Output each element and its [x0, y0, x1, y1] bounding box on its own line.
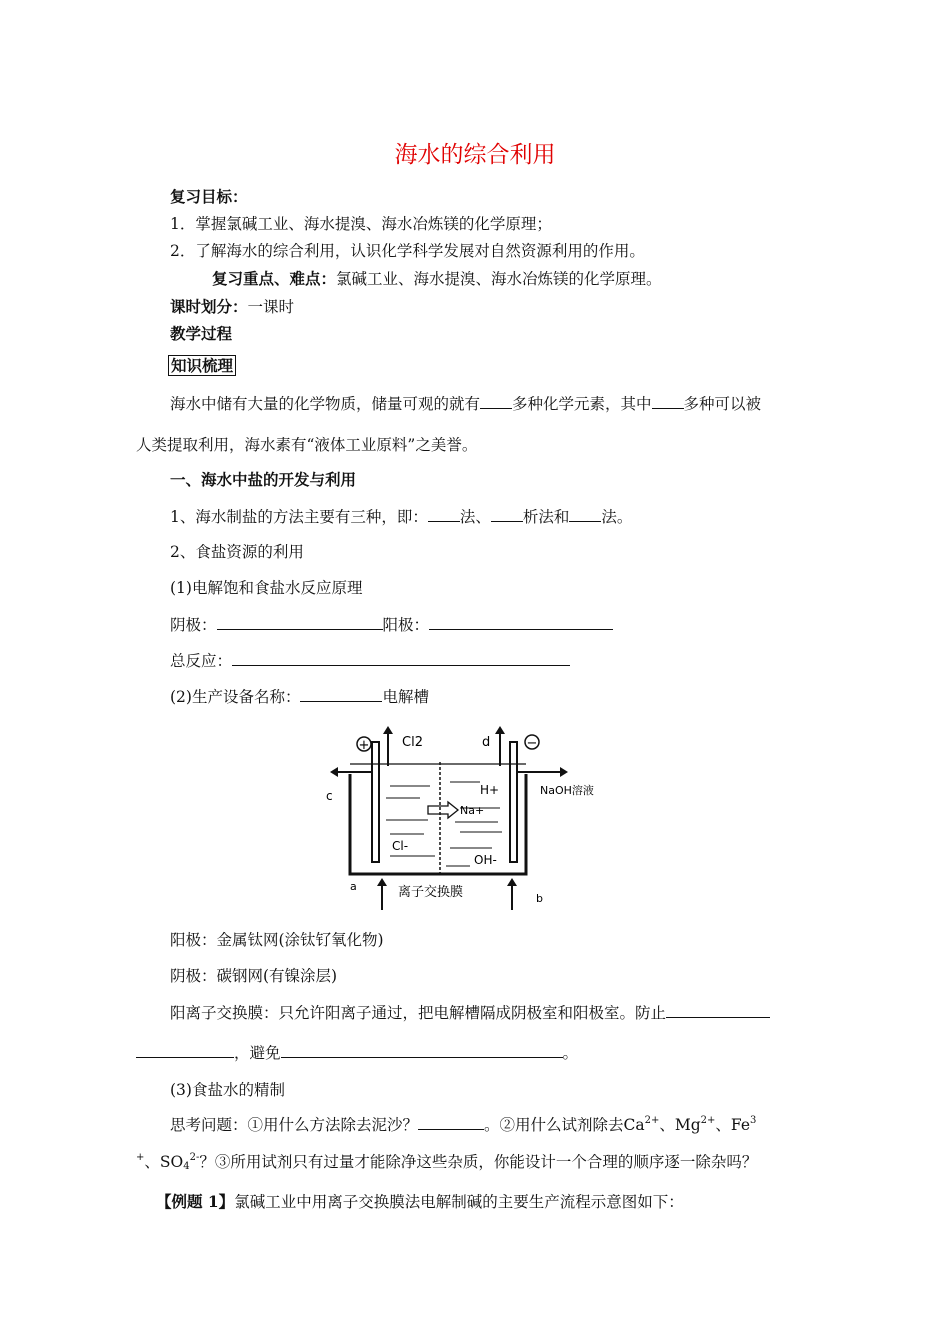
- inlet-b-arrow: [507, 878, 517, 886]
- anode-label: 阳极：: [382, 616, 430, 634]
- think-text-a: 思考问题：①用什么方法除去泥沙？: [170, 1116, 419, 1134]
- equipment-blank[interactable]: [300, 686, 382, 702]
- inlet-a-arrow: [377, 878, 387, 886]
- total-reaction-label: 总反应：: [170, 652, 233, 670]
- c-label: c: [326, 789, 333, 803]
- think-line-2: [136, 1152, 757, 1172]
- a-label: a: [350, 880, 357, 893]
- cathode-material: 阴极：碳钢网(有镍涂层): [170, 967, 338, 985]
- total-reaction-line: [170, 650, 570, 671]
- fe-charge-part2: +: [136, 1152, 145, 1163]
- membrane-text-b: ，避免: [234, 1044, 281, 1062]
- na-migration-arrow: [428, 802, 458, 818]
- cl-minus-label: Cl-: [392, 839, 409, 853]
- cl2-label: Cl2: [402, 735, 423, 750]
- sub-heading-1: (1)电解饱和食盐水反应原理: [170, 579, 363, 597]
- think-text-b: 。②用什么试剂除去Ca: [484, 1116, 645, 1134]
- naoh-label: NaOH溶液: [540, 784, 594, 797]
- anode-material: 阳极：金属钛网(涂钛钌氧化物): [170, 931, 384, 949]
- think-text-d: 、Fe: [715, 1116, 751, 1134]
- period-text: 一课时: [247, 298, 295, 316]
- membrane-text-a: 阳离子交换膜：只允许阳离子通过，把电解槽隔成阴极室和阳极室。防止: [170, 1004, 667, 1022]
- method-blank[interactable]: [418, 1114, 484, 1130]
- equipment-label: (2)生产设备名称：: [170, 688, 301, 706]
- avoid-blank[interactable]: [281, 1042, 563, 1058]
- electrolysis-cell-diagram: [320, 724, 594, 914]
- think-text-e: 、SO: [144, 1153, 184, 1171]
- goal-item-2: 2．了解海水的综合利用，认识化学科学发展对自然资源利用的作用。: [170, 242, 645, 260]
- membrane-label: 离子交换膜: [398, 885, 464, 900]
- knowledge-section-label: [168, 356, 236, 376]
- salt-text-a: 1、海水制盐的方法主要有三种，即：: [170, 508, 428, 526]
- anode-blank[interactable]: [429, 614, 613, 630]
- fill-blank[interactable]: [480, 393, 512, 409]
- equipment-line: [170, 686, 429, 707]
- cathode-blank[interactable]: [217, 614, 383, 630]
- teaching-process-heading: 教学过程: [170, 324, 233, 343]
- intro-text-c: 多种可以被: [683, 395, 762, 413]
- prevent-blank[interactable]: [666, 1002, 770, 1018]
- page-title: 海水的综合利用: [394, 142, 556, 168]
- goals-heading: 复习目标：: [170, 187, 248, 206]
- membrane-line-2: [136, 1042, 578, 1063]
- fe-charge-part1: 3: [750, 1115, 757, 1126]
- equipment-suffix: 电解槽: [382, 688, 429, 706]
- total-reaction-blank[interactable]: [232, 650, 570, 666]
- h-plus-label: H+: [480, 783, 500, 797]
- sub-heading-3: (3)食盐水的精制: [170, 1081, 285, 1099]
- example-1: [156, 1192, 684, 1212]
- period: [170, 297, 294, 317]
- fill-blank[interactable]: [428, 506, 460, 522]
- think-text-f: ？③所用试剂只有过量才能除净这些杂质，你能设计一个合理的顺序逐一除杂吗？: [199, 1153, 758, 1171]
- intro-line-2: 人类提取利用，海水素有“液体工业原料”之美誉。: [136, 436, 478, 454]
- so4-subscript: 4: [183, 1161, 190, 1172]
- think-line-1: [170, 1114, 756, 1135]
- ca-charge: 2+: [644, 1115, 660, 1126]
- example-text: 氯碱工业中用离子交换膜法电解制碱的主要生产流程示意图如下：: [234, 1193, 684, 1211]
- cl2-arrow: [383, 726, 393, 734]
- minus-sign: −: [526, 736, 538, 751]
- anode-plate: [372, 742, 379, 862]
- intro-line-1: [170, 393, 761, 414]
- cathode-label: 阴极：: [170, 616, 217, 634]
- cathode-plate: [510, 742, 517, 862]
- key-points-text: 氯碱工业、海水提溴、海水冶炼镁的化学原理。: [336, 270, 662, 288]
- salt-methods: [170, 506, 632, 527]
- example-label: 【例题 1】: [156, 1192, 235, 1211]
- key-points: [212, 269, 662, 289]
- oh-minus-label: OH-: [474, 853, 497, 867]
- mg-charge: 2+: [700, 1115, 716, 1126]
- knowledge-box: 知识梳理: [168, 355, 236, 376]
- membrane-text-c: 。: [562, 1044, 579, 1062]
- outlet-c-arrow: [330, 767, 338, 777]
- fill-blank[interactable]: [569, 506, 601, 522]
- salt-text-d: 法。: [601, 508, 633, 526]
- key-points-label: 复习重点、难点：: [212, 269, 337, 288]
- intro-text-b: 多种化学元素，其中: [512, 395, 652, 413]
- plus-sign: +: [358, 738, 370, 753]
- section1-heading: 一、海水中盐的开发与利用: [170, 470, 357, 489]
- fill-blank[interactable]: [491, 506, 523, 522]
- fill-blank[interactable]: [652, 393, 684, 409]
- d-label: d: [482, 735, 491, 750]
- so4-charge: 2-: [189, 1152, 200, 1163]
- salt-usage: 2、食盐资源的利用: [170, 543, 304, 561]
- prevent-blank-cont[interactable]: [136, 1042, 234, 1058]
- membrane-line-1: [170, 1002, 770, 1023]
- d-arrow: [495, 726, 505, 734]
- outlet-naoh-arrow: [560, 767, 568, 777]
- period-label: 课时划分：: [170, 297, 248, 316]
- salt-text-b: 法、: [459, 508, 491, 526]
- b-label: b: [536, 892, 543, 905]
- na-plus-label: Na+: [460, 804, 485, 817]
- electrode-line: [170, 614, 613, 635]
- goal-item-1: 1．掌握氯碱工业、海水提溴、海水冶炼镁的化学原理；: [170, 215, 552, 233]
- cell-wall: [350, 774, 526, 874]
- intro-text-a: 海水中储有大量的化学物质，储量可观的就有: [170, 395, 481, 413]
- think-text-c: 、Mg: [659, 1116, 701, 1134]
- salt-text-c: 析法和: [522, 508, 570, 526]
